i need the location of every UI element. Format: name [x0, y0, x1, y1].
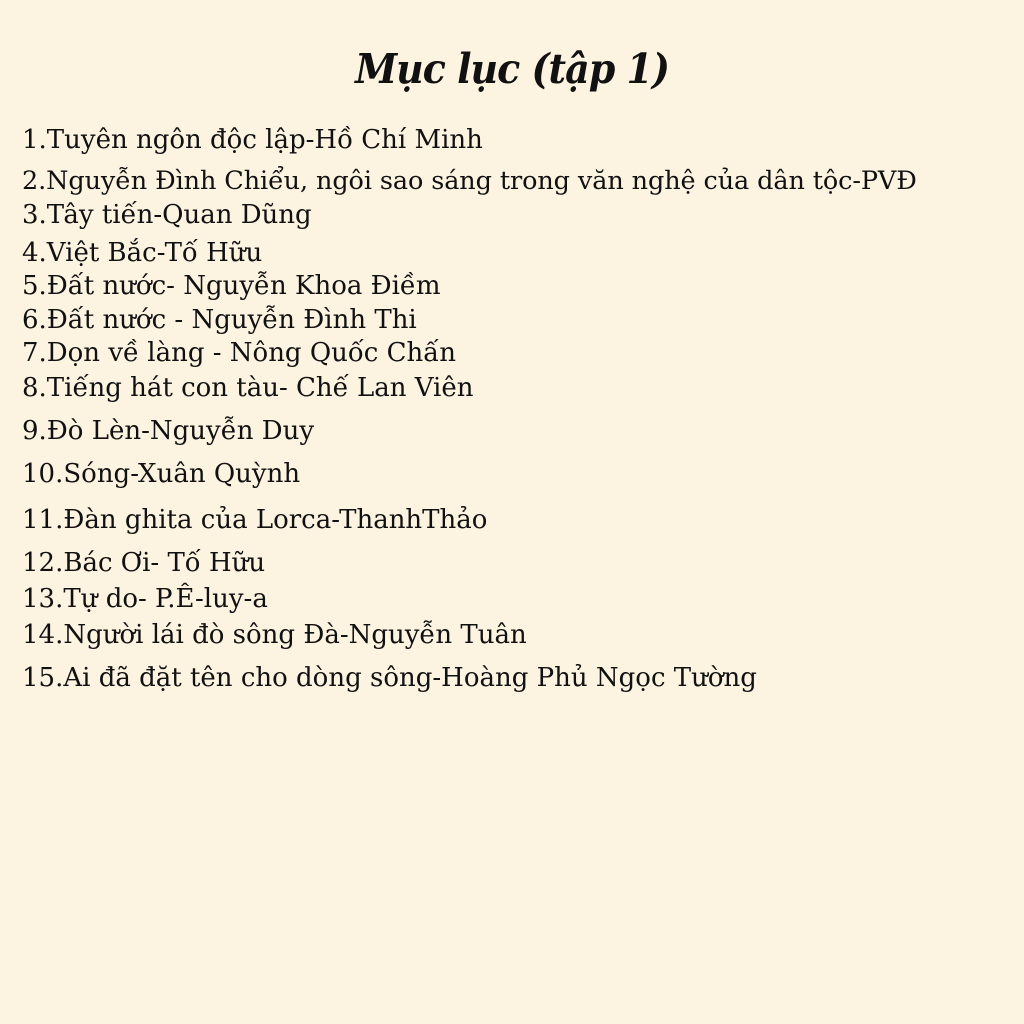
toc-item-8: 8.Tiếng hát con tàu- Chế Lan Viên: [22, 373, 474, 403]
toc-item-10: 10.Sóng-Xuân Quỳnh: [22, 459, 301, 489]
toc-item-7: 7.Dọn về làng - Nông Quốc Chấn: [22, 338, 456, 368]
toc-item-15: 15.Ai đã đặt tên cho dòng sông-Hoàng Phủ Ngọc Tường: [22, 663, 757, 693]
toc-item-11: 11.Đàn ghita của Lorca-ThanhThảo: [22, 505, 488, 535]
toc-item-5: 5.Đất nước- Nguyễn Khoa Điềm: [22, 271, 441, 301]
toc-item-1: 1.Tuyên ngôn độc lập-Hồ Chí Minh: [22, 125, 483, 155]
toc-item-6: 6.Đất nước - Nguyễn Đình Thi: [22, 305, 417, 335]
toc-item-12: 12.Bác Ơi- Tố Hữu: [22, 548, 266, 578]
toc-item-3: 3.Tây tiến-Quan Dũng: [22, 200, 312, 230]
toc-item-14: 14.Người lái đò sông Đà-Nguyễn Tuân: [22, 620, 527, 650]
page-title: Mục lục (tập 1): [355, 44, 669, 93]
toc-item-2: 2.Nguyễn Đình Chiểu, ngôi sao sáng trong văn nghệ của dân tộc-PVĐ: [22, 166, 917, 196]
toc-item-13: 13.Tự do- P.Ê-luy-a: [22, 584, 268, 614]
toc-item-9: 9.Đò Lèn-Nguyễn Duy: [22, 416, 315, 446]
toc-item-4: 4.Việt Bắc-Tố Hữu: [22, 238, 263, 268]
